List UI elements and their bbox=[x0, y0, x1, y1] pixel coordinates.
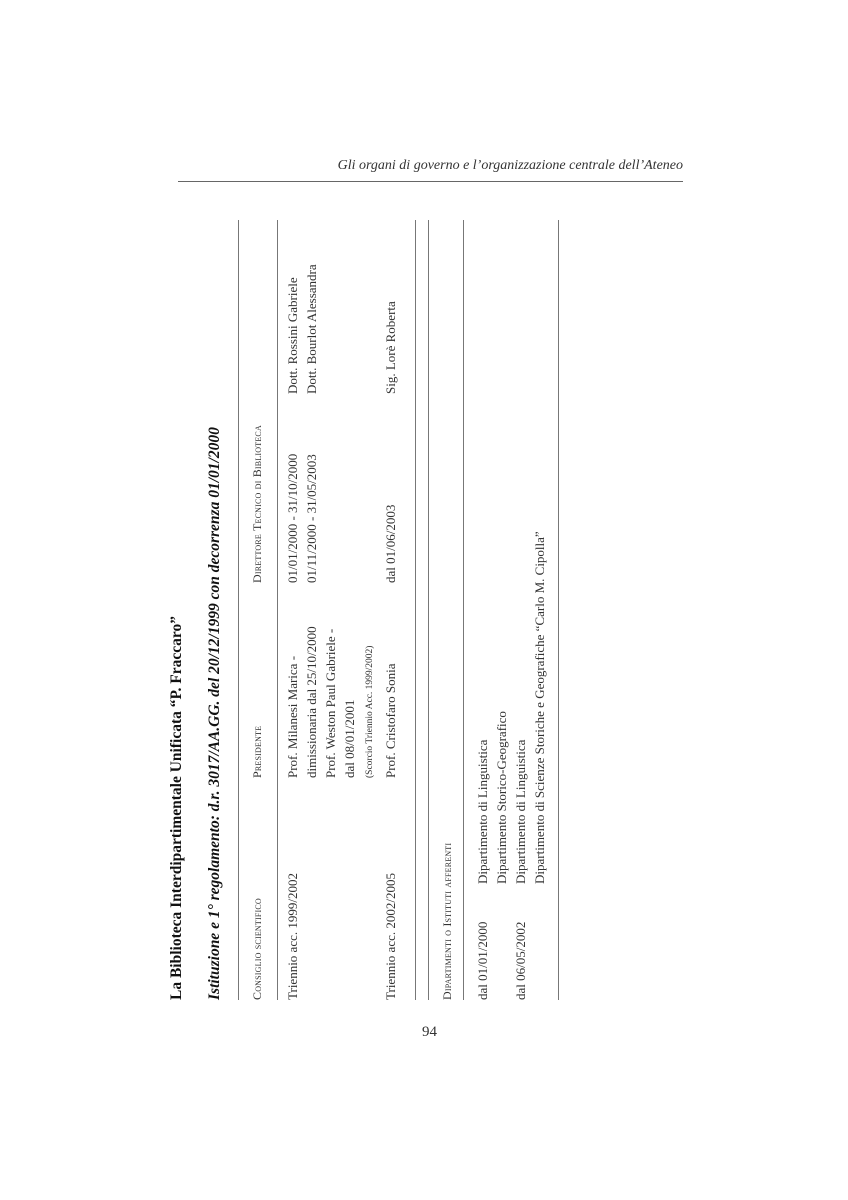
table1-header-rule bbox=[277, 220, 278, 1000]
main-title: La Biblioteca Interdipartimentale Unificata “P. Fraccaro” bbox=[168, 616, 185, 1000]
table1-top-rule bbox=[238, 220, 239, 1000]
page-number: 94 bbox=[422, 1024, 437, 1040]
dept-row1-date: dal 01/01/2000 bbox=[475, 921, 490, 1000]
dept-row1-line1: Dipartimento di Linguistica bbox=[475, 739, 490, 884]
row2-director: Sig. Lorè Roberta bbox=[383, 301, 398, 394]
running-header: Gli organi di governo e l’organizzazione centrale dell’Ateneo bbox=[337, 158, 683, 173]
dept-row2-date: dal 06/05/2002 bbox=[513, 921, 528, 1000]
dept-row1-line2: Dipartimento Storico-Geografico bbox=[494, 711, 509, 884]
row1-note: (Scorcio Triennio Acc. 1999/2002) bbox=[365, 645, 375, 778]
row1-president-line2: dimissionaria dal 25/10/2000 bbox=[304, 626, 319, 778]
header-presidente: Presidente bbox=[250, 725, 264, 778]
row1-period: Triennio acc. 1999/2002 bbox=[285, 873, 300, 1000]
row1-president-line1: Prof. Milanesi Marica - bbox=[285, 655, 300, 778]
table2-top-rule bbox=[428, 220, 429, 1000]
header-consiglio: Consiglio scientifico bbox=[250, 898, 264, 1000]
row1-president-line3: Prof. Weston Paul Gabriele - bbox=[323, 628, 338, 778]
header-dipartimenti: Dipartimenti o Istituti afferenti bbox=[440, 842, 454, 1000]
dept-row2-line2: Dipartimento di Scienze Storiche e Geografiche “Carlo M. Cipolla” bbox=[532, 531, 547, 884]
row2-date: dal 01/06/2003 bbox=[383, 504, 398, 583]
table2-bottom-rule bbox=[558, 220, 559, 1000]
row2-president: Prof. Cristofaro Sonia bbox=[383, 663, 398, 778]
row1-date1: 01/01/2000 - 31/10/2000 bbox=[285, 453, 300, 583]
row2-period: Triennio acc. 2002/2005 bbox=[383, 873, 398, 1000]
row1-date2: 01/11/2000 - 31/05/2003 bbox=[304, 454, 319, 583]
row1-director1: Dott. Rossini Gabriele bbox=[285, 277, 300, 394]
subtitle: Istituzione e 1° regolamento: d.r. 3017/AA.GG. del 20/12/1999 con decorrenza 01/01/2000 bbox=[206, 427, 223, 1000]
row1-president-line4: dal 08/01/2001 bbox=[342, 699, 357, 778]
dept-row2-line1: Dipartimento di Linguistica bbox=[513, 739, 528, 884]
header-direttore: Direttore Tecnico di Biblioteca bbox=[250, 425, 264, 583]
table2-header-rule bbox=[463, 220, 464, 1000]
table1-bottom-rule bbox=[415, 220, 416, 1000]
header-rule bbox=[178, 181, 683, 182]
rotated-content bbox=[160, 200, 630, 1000]
row1-director2: Dott. Bourlot Alessandra bbox=[304, 264, 319, 394]
